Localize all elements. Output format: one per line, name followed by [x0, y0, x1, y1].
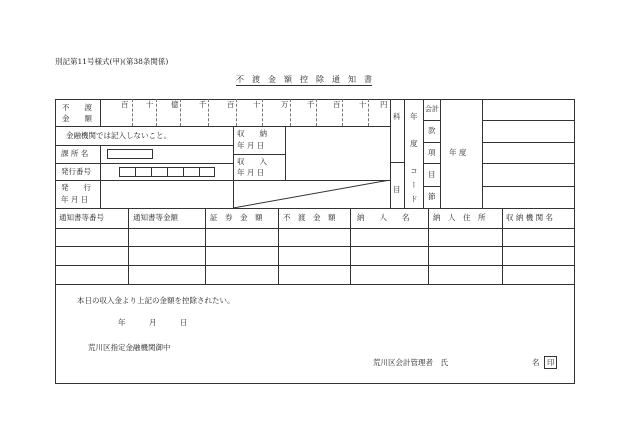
diagonal-slash — [233, 180, 390, 208]
bank-note: 金融機関では記入しないこと。 — [66, 131, 171, 140]
digit-unit: 千 — [307, 100, 315, 109]
rule — [55, 145, 233, 146]
do-label: 度 — [410, 139, 418, 148]
digit-unit: 百 — [333, 100, 341, 109]
rule — [423, 120, 440, 121]
seal-icon: 印 — [547, 358, 555, 367]
digit-unit: 百 — [121, 100, 129, 109]
rule — [233, 154, 285, 155]
rule — [199, 167, 200, 177]
kasho-mei-field[interactable] — [107, 149, 153, 159]
digit-unit: 十 — [253, 100, 261, 109]
rule — [423, 142, 440, 143]
rule — [55, 228, 575, 229]
digit-separator — [208, 99, 209, 126]
rule — [482, 186, 575, 187]
col-header-shuno-kikan: 収 納 機 関 名 — [506, 213, 554, 222]
rule — [482, 120, 575, 121]
digit-separator — [316, 99, 317, 126]
nendo-label: 年 度 — [449, 148, 467, 157]
rule — [428, 208, 429, 284]
rule — [404, 99, 405, 208]
shunyu-label-1: 収 入 — [237, 157, 267, 166]
footer-addressee: 荒川区指定金融機関御中 — [88, 343, 171, 352]
suino-label-1: 収 納 — [237, 129, 267, 138]
rule — [100, 145, 101, 208]
form-number: 別記第11号様式(甲)(第38条関係) — [55, 57, 169, 66]
rule — [350, 208, 351, 284]
rule — [205, 208, 206, 284]
rule — [390, 99, 391, 208]
digit-separator — [236, 99, 237, 126]
hakko-ymd-label-2: 年 月 日 — [61, 195, 89, 204]
digit-unit: 円 — [380, 100, 388, 109]
rule — [423, 186, 440, 187]
digit-unit: 千 — [199, 100, 207, 109]
fuwatari-kingaku-label-2: 金 額 — [62, 114, 92, 123]
shunyu-label-2: 年 月 日 — [237, 168, 265, 177]
rule — [482, 142, 575, 143]
digit-unit: 十 — [146, 100, 154, 109]
rule — [55, 163, 233, 164]
moku-label: 目 — [428, 170, 436, 179]
rule — [285, 126, 286, 180]
rule — [55, 265, 575, 266]
digit-separator — [180, 99, 181, 126]
footer-message: 本日の収入金より上記の金額を控除されたい。 — [77, 296, 235, 305]
footer-signer: 荒川区会計管理者 氏 — [373, 358, 448, 367]
footer-date-day: 日 — [180, 318, 188, 327]
rule — [128, 208, 129, 284]
rule — [423, 99, 424, 208]
rule — [55, 126, 390, 127]
digit-separator — [342, 99, 343, 126]
rule — [167, 167, 168, 177]
digit-unit: 十 — [359, 100, 367, 109]
ko-label: 項 — [428, 148, 436, 157]
kaikei-label: 会計 — [425, 105, 439, 113]
rule — [482, 99, 483, 208]
col-header-shoken-kingaku: 証 券 金 額 — [210, 213, 263, 222]
suino-label-2: 年 月 日 — [237, 141, 265, 150]
rule — [278, 208, 279, 284]
rule — [55, 208, 575, 209]
footer-name-label: 名 — [532, 358, 540, 367]
fuwatari-kingaku-label-1: 不 渡 — [62, 103, 92, 112]
digit-separator — [368, 99, 369, 126]
kamoku-label-top: 科 — [393, 112, 401, 121]
digit-unit: 億 — [171, 100, 179, 109]
kamoku-label-bottom: 目 — [393, 185, 401, 194]
rule — [55, 246, 575, 247]
digit-separator — [132, 99, 133, 126]
digit-unit: 万 — [281, 100, 289, 109]
rule — [440, 99, 441, 208]
nen-label: 年 — [410, 112, 418, 121]
rule — [135, 167, 136, 177]
rule — [423, 163, 440, 164]
col-header-nonin-mei: 納 人 名 — [357, 213, 410, 222]
rule — [183, 167, 184, 177]
rule — [502, 208, 503, 284]
rule — [55, 284, 575, 285]
page-title: 不 渡 金 額 控 除 通 知 書 — [236, 75, 372, 84]
seal-box — [544, 356, 557, 369]
kan-label: 款 — [428, 126, 436, 135]
code-label: コ ー ド — [409, 167, 419, 205]
digit-separator — [156, 99, 157, 126]
rule — [390, 162, 404, 163]
col-header-tsuchisho-kingaku: 通知書等金額 — [133, 213, 178, 222]
footer-date-year: 年 — [118, 318, 126, 327]
rule — [100, 99, 101, 126]
hakko-bango-label: 発行番号 — [61, 167, 91, 176]
rule — [482, 163, 575, 164]
setsu-label: 節 — [428, 192, 436, 201]
hakko-ymd-label-1: 発 行 — [61, 183, 91, 192]
col-header-fuwatari-kingaku: 不 渡 金 額 — [283, 213, 336, 222]
digit-separator — [290, 99, 291, 126]
col-header-tsuchisho-bango: 通知書等番号 — [59, 213, 104, 222]
rule — [151, 167, 152, 177]
footer-date-month: 月 — [149, 318, 157, 327]
digit-separator — [262, 99, 263, 126]
digit-unit: 百 — [227, 100, 235, 109]
kasho-mei-label: 課 所 名 — [61, 149, 89, 158]
col-header-nonin-jusho: 納 人 住 所 — [433, 213, 486, 222]
